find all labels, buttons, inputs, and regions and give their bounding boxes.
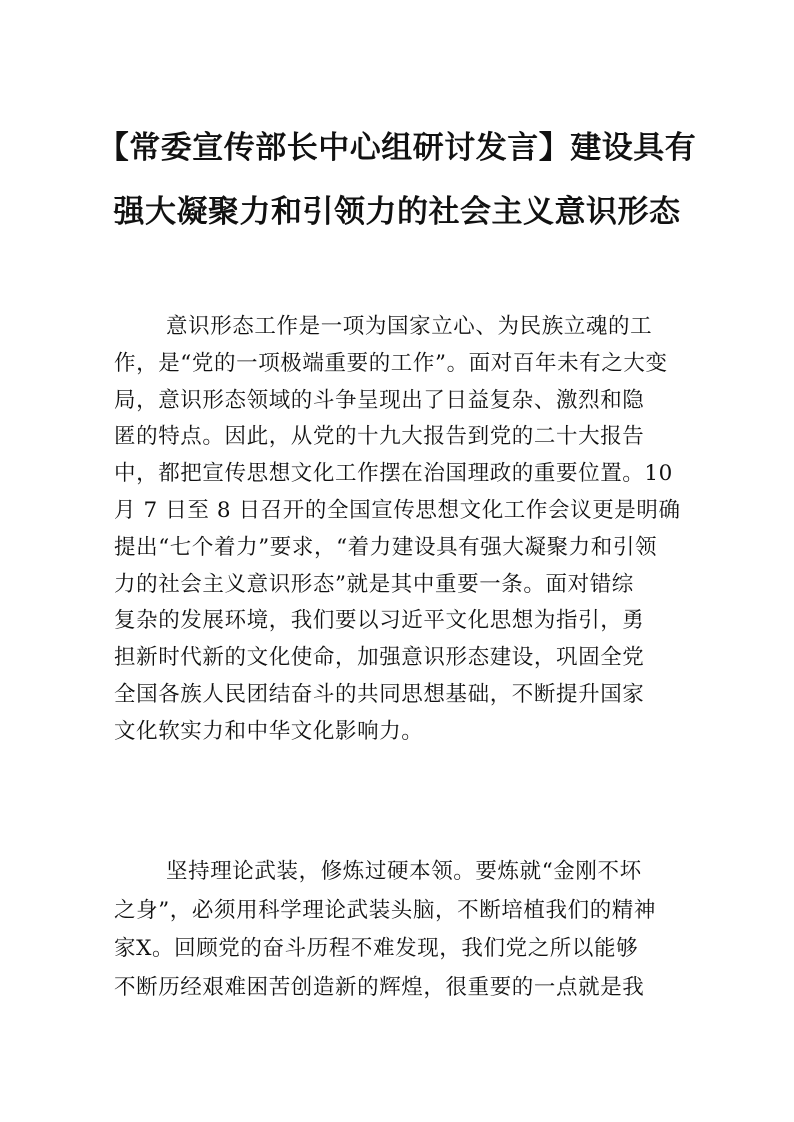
paragraph-line: 文化软实力和中华文化影响力。 (114, 718, 424, 744)
paragraph-line: 匿的特点。因此，从党的十九大报告到党的二十大报告 (114, 424, 645, 450)
paragraph-line: 月 7 日至 8 日召开的全国宣传思想文化工作会议更是明确 (114, 497, 681, 523)
paragraph-line: 全国各族人民团结奋斗的共同思想基础，不断提升国家 (114, 681, 645, 707)
paragraph-line: 力的社会主义意识形态”就是其中重要一条。面对错综 (114, 571, 634, 597)
paragraph-line: 复杂的发展环境，我们要以习近平文化思想为指引，勇 (114, 608, 645, 634)
paragraph-2 (114, 853, 694, 1007)
paragraph-line: 家X。回顾党的奋斗历程不难发现，我们党之所以能够 (114, 936, 639, 961)
paragraph-line: 意识形态工作是一项为国家立心、为民族立魂的工 (166, 314, 653, 339)
paragraph-line: 中，都把宣传思想文化工作摆在治国理政的重要位置。10 (114, 461, 673, 487)
paragraph-line: 担新时代新的文化使命，加强意识形态建设，巩固全党 (114, 645, 645, 671)
paragraph-1 (114, 309, 694, 751)
paragraph-line: 不断历经艰难困苦创造新的辉煌，很重要的一点就是我 (114, 974, 645, 1000)
paragraph-line: 之身”，必须用科学理论武装头脑，不断培植我们的精神 (114, 897, 656, 923)
paragraph-line: 提出“七个着力”要求，“着力建设具有强大凝聚力和引领 (114, 534, 658, 560)
title-line: 强大凝聚力和引领力的社会主义意识形态 (113, 194, 681, 230)
paragraph-line: 作，是“党的一项极端重要的工作”。面对百年未有之大变 (114, 350, 668, 376)
paragraph-line: 坚持理论武装，修炼过硬本领。要炼就“金刚不坏 (166, 859, 642, 884)
document-title (90, 116, 704, 244)
paragraph-line: 局，意识形态领域的斗争呈现出了日益复杂、激烈和隐 (114, 387, 645, 413)
title-line: 【常委宣传部长中心组研讨发言】建设具有 (97, 130, 697, 166)
